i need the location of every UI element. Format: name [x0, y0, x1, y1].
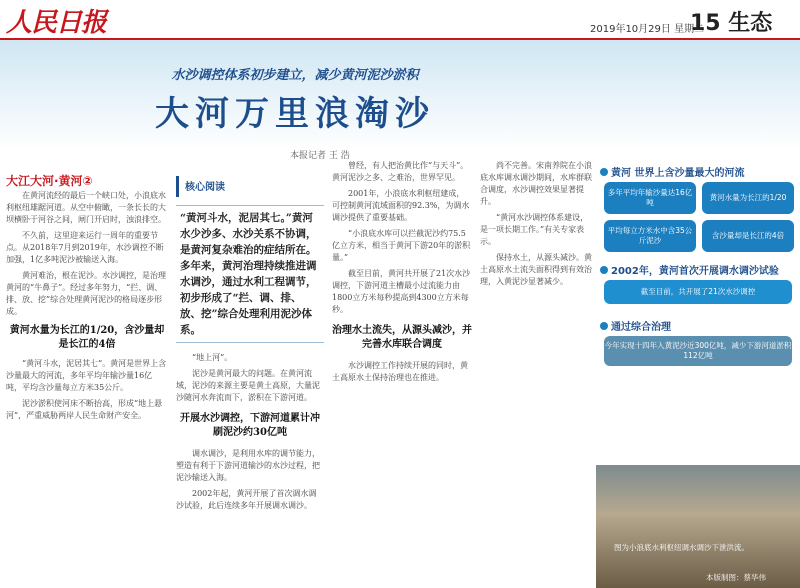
page-title: 大河万里浪淘沙	[155, 94, 435, 134]
paragraph: 保持水土，从源头减沙。黄土高原水土流失面积得到有效治理，入黄泥沙显著减少。	[480, 253, 592, 286]
paragraph: 泥沙淤积使河床不断抬高，形成“地上悬河”，严重威胁两岸人民生命财产安全。	[6, 399, 163, 420]
bullet-icon	[600, 322, 608, 330]
page-section: 15 生态	[690, 11, 773, 36]
paragraph: 尚不完善。宋南养院在小浪底水库调水调沙期间，水库群联合调度，水沙调控效果显著提升。	[480, 161, 592, 206]
newspaper-logo: 人民日报	[6, 8, 107, 38]
key-reading-box	[176, 176, 324, 346]
bullet-icon	[600, 266, 608, 274]
infographic-heading: 黄河 世界上含沙量最大的河流	[600, 164, 744, 179]
paragraph: 泥沙是黄河最大的问题。在黄河流域，泥沙的来源主要是黄土高原，大量泥沙随河水奔流而下，淤积在下游河道。	[176, 369, 320, 402]
stat-bubble: 含沙量却是长江的4倍	[702, 220, 794, 252]
paragraph: 不久前，这里迎来运行一周年的重要节点。从2018年7月到2019年，水沙调控不断加强，1亿多吨泥沙被输送入海。	[6, 231, 164, 264]
stat-bubble: 今年实现十四年入黄泥沙近300亿吨，减少下游河道淤积112亿吨	[604, 336, 792, 366]
paragraph: “地上河”。	[192, 353, 233, 362]
stat-bubble: 黄河水量为长江的1/20	[702, 182, 794, 214]
stat-bubble: 多年平均年输沙量达16亿吨	[604, 182, 696, 214]
paragraph: “小浪底水库可以拦截泥沙约75.5亿立方米，相当于黄河下游20年的淤积量。”	[332, 229, 471, 262]
subheading: 开展水沙调控，下游河道累计冲刷泥沙约30亿吨	[180, 413, 320, 438]
subheading: 治理水土流失，从源头减沙，并完善水库联合调度	[332, 325, 472, 350]
paragraph: 在黄河流经的最后一个峡口处，小浪底水利枢纽雄踞河道。从空中俯瞰，一条长长的大坝横卧于河谷之间，闸门开启时，浊浪排空。	[6, 191, 166, 224]
infographic-heading: 通过综合治理	[600, 318, 671, 333]
paragraph: “黄河斗水，泥居其七”。黄河是世界上含沙量最大的河流，多年平均年输沙量16亿吨，平均含沙量每立方米35公斤。	[6, 359, 167, 392]
article-column-1	[6, 190, 168, 582]
article-column-2	[176, 352, 324, 582]
paragraph: 2001年，小浪底水利枢纽建成，可控制黄河流域面积的92.3%，为调水调沙提供了重要基础。	[332, 189, 470, 222]
byline: 本报记者 王 浩	[290, 151, 350, 161]
subheading: 黄河水量为长江的1/20，含沙量却是长江的4倍	[9, 325, 165, 350]
key-reading-text: “黄河斗水，泥居其七。”黄河水少沙多、水沙关系不协调，是黄河复杂难治的症结所在。多年来，黄河治理持续推进调水调沙，通过水利工程调节，初步形成了“拦、调、排、放、挖”综合处理利用泥沙体系。	[176, 205, 324, 343]
paragraph: 调水调沙，是利用水库的调节能力，塑造有利于下游河道输沙的水沙过程，把泥沙输送入海。	[176, 449, 320, 482]
paragraph: 曾经，有人把治黄比作“与天斗”。黄河泥沙之多、之难治，世界罕见。	[332, 161, 469, 182]
stat-bubble: 平均每立方米水中含35公斤泥沙	[604, 220, 696, 252]
date-line: 2019年10月29日 星期二	[590, 24, 705, 35]
bullet-icon	[600, 168, 608, 176]
dam-photo	[596, 465, 800, 588]
infographic-heading: 2002年，黄河首次开展调水调沙试验	[600, 262, 796, 277]
key-reading-title: 核心阅读	[176, 176, 324, 197]
paragraph: 截至目前，黄河共开展了21次水沙调控，下游河道主槽最小过流能力由1800立方米每秒提高到4300立方米每秒。	[332, 269, 471, 314]
article-column-4	[480, 160, 592, 582]
photo-caption: 图为小浪底水利枢纽调水调沙下泄洪流。	[614, 543, 749, 552]
paragraph: 2002年起，黄河开展了首次调水调沙试验，此后连续多年开展调水调沙。	[176, 489, 317, 510]
series-label: 大江大河·黄河②	[6, 174, 93, 188]
paragraph: 黄河难治，根在泥沙。水沙调控，是治理黄河的“牛鼻子”。经过多年努力，“拦、调、排、放、挖”综合处理黄河泥沙的格局逐步形成。	[6, 271, 166, 316]
paragraph: 水沙调控工作持续开展的同时，黄土高原水土保持治理也在推进。	[332, 361, 468, 382]
masthead	[0, 0, 800, 40]
kicker: 水沙调控体系初步建立，减少黄河泥沙淤积	[171, 68, 419, 83]
photo-credit: 本版制图：蔡华伟	[706, 573, 766, 582]
article-column-3	[332, 160, 472, 582]
stat-bubble: 截至目前，共开展了21次水沙调控	[604, 280, 792, 304]
paragraph: “黄河水沙调控体系建设，是一项长期工作。”有关专家表示。	[480, 213, 589, 246]
